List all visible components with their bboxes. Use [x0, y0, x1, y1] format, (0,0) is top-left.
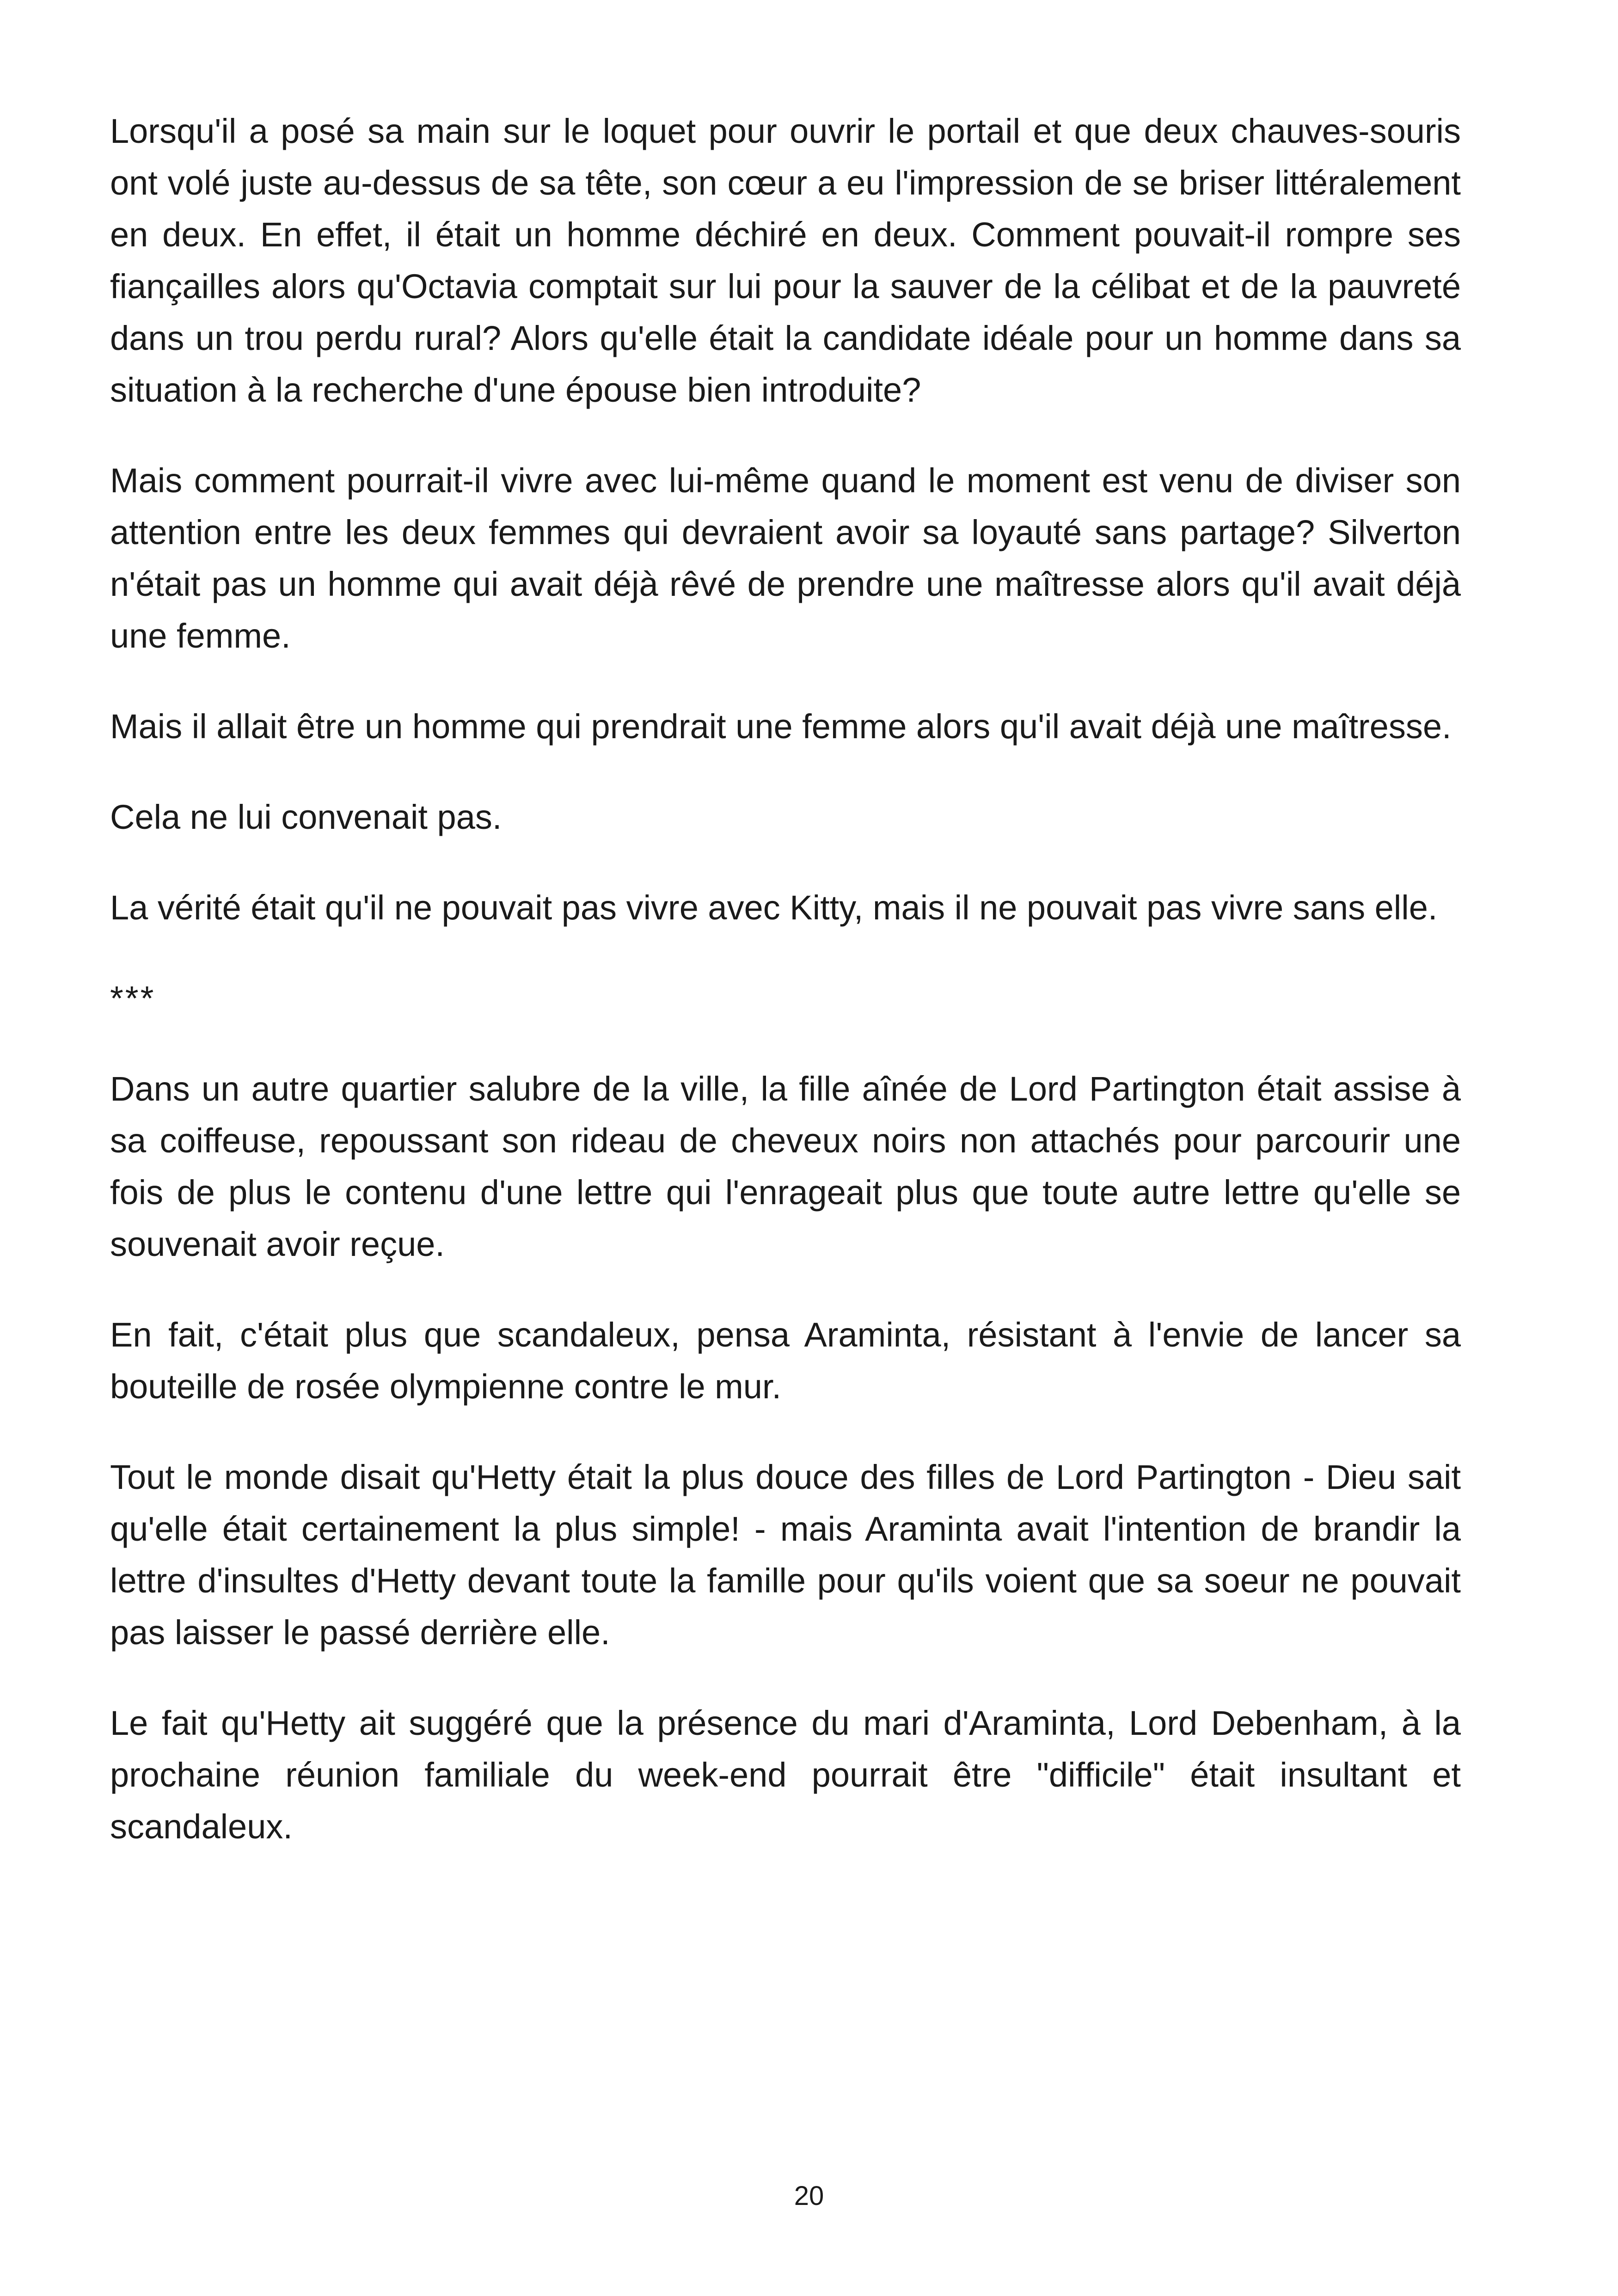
paragraph-4: Cela ne lui convenait pas. [110, 798, 502, 836]
paragraph-7: En fait, c'était plus que scandaleux, pensa Araminta, résistant à l'envie de lancer sa bouteille de rosée olympienne contre le mur. [110, 1316, 1461, 1406]
paragraph-5: La vérité était qu'il ne pouvait pas vivre avec Kitty, mais il ne pouvait pas vivre sans elle. [110, 888, 1438, 927]
scene-break: *** [110, 979, 156, 1017]
paragraph-1: Lorsqu'il a posé sa main sur le loquet pour ouvrir le portail et que deux chauves-souris ont volé juste au-dessus de sa tête, son cœur a eu l'impression de se briser littéralement en deux. En effet, il était un homme déchiré en deux. Comment pouvait-il rompre ses fiançailles alors qu'Octavia comptait sur lui pour la sauver de la célibat et de la pauvreté dans un trou perdu rural? Alors qu'elle était la candidate idéale pour un homme dans sa situation à la recherche d'une épouse bien introduite? [110, 112, 1461, 409]
paragraph-2: Mais comment pourrait-il vivre avec lui-même quand le moment est venu de diviser son attention entre les deux femmes qui devraient avoir sa loyauté sans partage? Silverton n'était pas un homme qui avait déjà rêvé de prendre une maîtresse alors qu'il avait déjà une femme. [110, 461, 1461, 655]
paragraph-6: Dans un autre quartier salubre de la ville, la fille aînée de Lord Partington était assise à sa coiffeuse, repoussant son rideau de cheveux noirs non attachés pour parcourir une fois de plus le contenu d'une lettre qui l'enrageait plus que toute autre lettre qu'elle se souvenait avoir reçue. [110, 1070, 1461, 1263]
body-text [110, 105, 1461, 1892]
paragraph-8: Tout le monde disait qu'Hetty était la plus douce des filles de Lord Partington - Dieu sait qu'elle était certainement la plus simple! - mais Araminta avait l'intention de brandir la lettre d'insultes d'Hetty devant toute la famille pour qu'ils voient que sa soeur ne pouvait pas laisser le passé derrière elle. [110, 1458, 1461, 1652]
page-number: 20 [794, 2181, 824, 2211]
paragraph-3: Mais il allait être un homme qui prendrait une femme alors qu'il avait déjà une maîtresse. [110, 707, 1452, 746]
paragraph-9: Le fait qu'Hetty ait suggéré que la présence du mari d'Araminta, Lord Debenham, à la prochaine réunion familiale du week-end pourrait être "difficile" était insultant et scandaleux. [110, 1704, 1461, 1846]
